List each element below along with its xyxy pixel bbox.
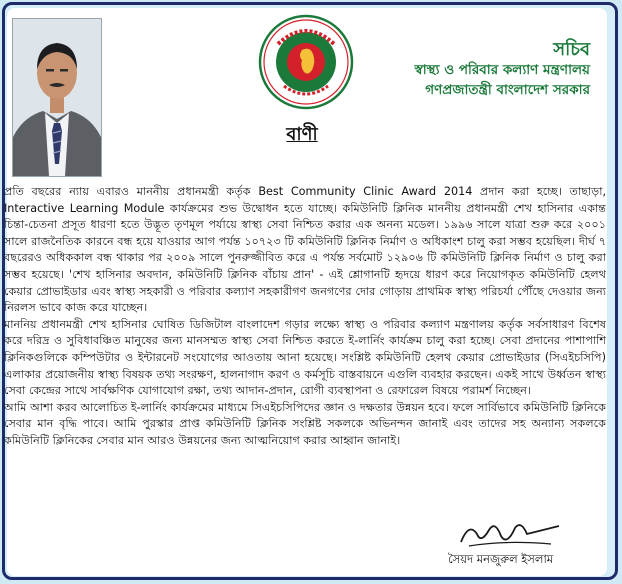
message-body — [4, 184, 606, 450]
paragraph-1: প্রতি বছরের ন্যায় এবারও মাননীয় প্রধানমন্ত্রী কর্তৃক Best Community Clinic Award 2014 প্রদান করা হচ্ছে। তাছাড়া, Interactive Learning Module কার্যক্রমের শুভ উদ্বোধন হতে যাচ্ছে। কমিউনিটি ক্লিনিক মাননীয় প্রধানমন্ত্রী শেখ হাসিনার একান্ত চিন্তা-চেতনা প্রসূত ধারণা হতে উদ্ভূত তৃণমূল পর্যায়ে স্বাস্থ্য সেবা নিশ্চিত করার এক অনন্য মডেল। ১৯৯৬ সালে যাত্রা শুরু করে ২০০১ সালে রাজনৈতিক কারনে বন্ধ হয়ে যাওয়ার আগ পর্যন্ত ১০৭২৩ টি কমিউনিটি ক্লিনিক নির্মাণ ও অধিকাংশ চালু করা সম্ভব হয়েছিল। দীর্ঘ ৭ বছরেরও অধিককাল বন্ধ থাকার পর ২০০৯ সালে পুনরুজ্জীবিত করে এ পর্যন্ত সর্বমোট ১২৯০৬ টি কমিউনিটি ক্লিনিক নির্মাণ ও চালু করা সম্ভব হয়েছে। 'শেখ হাসিনার অবদান, কমিউনিটি ক্লিনিক বাঁচায় প্রান' - এই শ্লোগানটি হৃদয়ে ধারণ করে নিয়োগকৃত কমিউনিটি হেলথ কেয়ার প্রোভাইডার এবং স্বাস্থ্য সহকারী ও পরিবার কল্যাণ সহকারীগণ জনগণের দোর গোড়ায় প্রাথমিক স্বাস্থ্য পরিচর্যা পৌঁছে দেওয়ার জন্য নিরলস ভাবে কাজ করে যাচ্ছেন। — [4, 185, 606, 315]
signatory-name: সৈয়দ মনজুরুল ইসলাম — [448, 552, 554, 566]
header-title: সচিব — [553, 39, 590, 60]
ministry-name: স্বাস্থ্য ও পরিবার কল্যাণ মন্ত্রণালয় — [414, 62, 590, 78]
header-block — [415, 40, 590, 100]
signature-image — [455, 516, 565, 556]
government-seal-icon — [258, 14, 354, 114]
message-heading: বাণী — [286, 124, 318, 145]
paragraph-2: মাননিয় প্রধানমন্ত্রী শেখ হাসিনার ঘোষিত ডিজিটাল বাংলাদেশ গড়ার লক্ষ্যে স্বাস্থ্য ও পরিবার কল্যাণ মন্ত্রণালয় কর্তৃক সর্বসাধারণ বিশেষ করে দরিদ্র ও সুবিধাবঞ্চিত মানুষের জন্য মানসম্মত স্বাস্থ্য সেবা নিশ্চিত করতে ই-লার্নিং কার্যক্রম চালু করা হচ্ছে। সেবা প্রদানের পাশাপাশি ক্লিনিকগুলিকে কম্পিউটার ও ইন্টারনেট সংযোগের আওতায় আনা হয়েছে। সংশ্লিষ্ট কমিউনিটি হেলথ কেয়ার প্রোভাইডার (সিএইচসিপি) এলাকার প্রয়োজনীয় স্বাস্থ্য বিষয়ক তথ্য সংরক্ষণ, হালনাগাদ করণ ও কর্মসূচি বাস্তবায়নে এগুলি ব্যবহার করছেন। একই সাথে উর্ধ্বতন স্বাস্থ্য সেবা কেন্দ্রের সাথে সার্বক্ষণিক যোগাযোগ রক্ষা, তথ্য আদান-প্রদান, রোগী ব্যবস্থাপনা ও রেফারেল বিষয়ে পরামর্শ নিচ্ছেন। — [4, 317, 606, 398]
government-name: গণপ্রজাতন্ত্রী বাংলাদেশ সরকার — [425, 82, 590, 98]
portrait-photo — [12, 18, 102, 177]
paragraph-3: আমি আশা করব আলোচিত ই-লার্নিং কার্যক্রমের মাধ্যমে সিএইচসিপিদের জ্ঞান ও দক্ষতার উন্নয়ন হবে। ফলে সার্বিভাবে কমিউনিটি ক্লিনিকে সেবার মান বৃদ্ধি পাবে। আমি পুরস্কার প্রাপ্ত কমিউনিটি ক্লিনিক সংশ্লিষ্ট সকলকে অভিনন্দন জানাই এবং তাদের সহ অন্যান্য সকলকে কমিউনিটি ক্লিনিকের সেবার মান আরও উন্নয়নের জন্য আত্মনিয়োগ করার আহ্বান জানাই। — [4, 400, 606, 447]
